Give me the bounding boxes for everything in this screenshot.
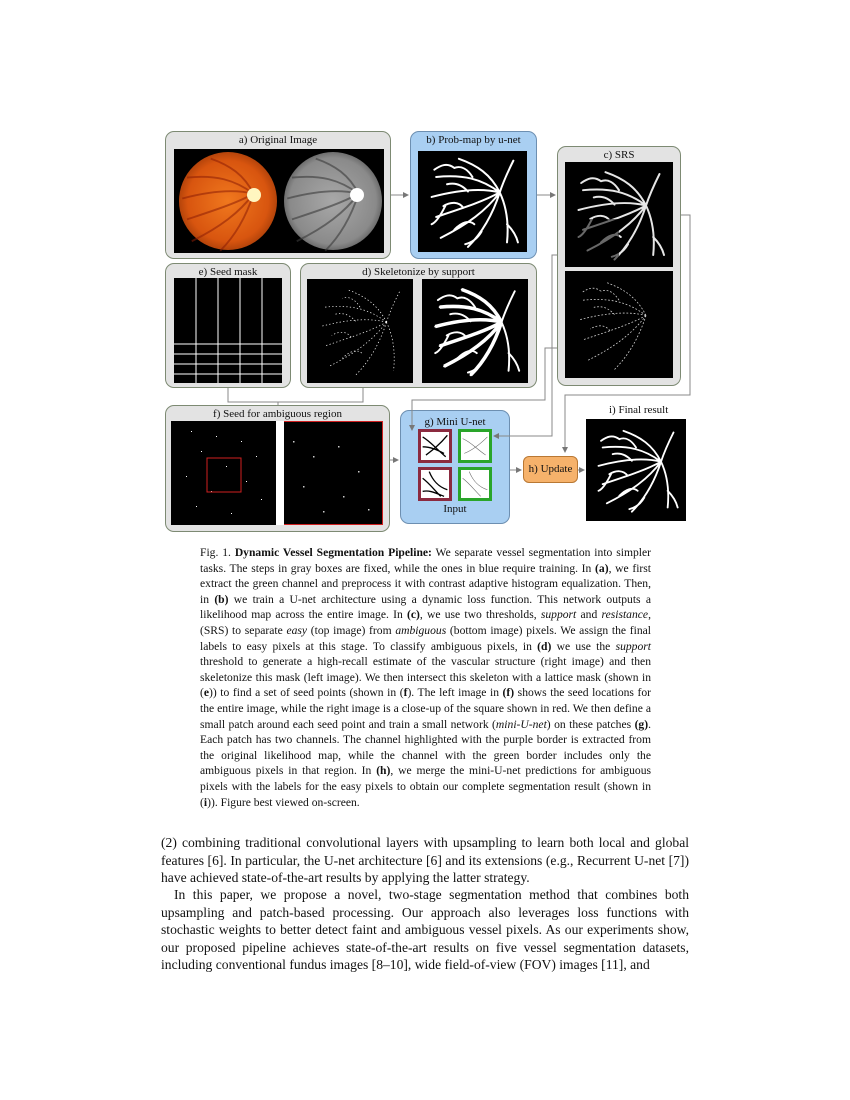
panel-g-box <box>400 410 510 524</box>
panel-g-title: g) Mini U-net <box>424 416 486 428</box>
final-result-image <box>586 419 686 521</box>
panel-g-input-label: Input <box>443 503 467 515</box>
patch-green-1 <box>458 429 492 463</box>
caption-label: Fig. 1. <box>200 546 231 559</box>
body-paragraph-2: In this paper, we propose a novel, two-stage segmentation method that combines both upsampling and patch-based processing. Our approach also leverages loss functions with stochastic weights to better detect faint and ambiguous vessel pixels. As our experiments show, our proposed pipeline achieves state-of-the-art results on five vessel segmentation datasets, including conventional fundus images [8–10], wide field-of-view (FOV) images [11], and <box>161 887 689 973</box>
update-box: h) Update <box>523 456 578 483</box>
skeleton-image <box>307 279 413 383</box>
figure-caption: Fig. 1. Dynamic Vessel Segmentation Pipeline: We separate vessel segmentation into simpler tasks. The steps in gray boxes are fixed, while the ones in blue require training. In (a), we first extract the green channel and preprocess it with contrast adaptive histogram equalization. Then, in (b) we train a U-net architecture using a dynamic loss function. This network outputs a likelihood map across the entire image. In (c), we use two thresholds, support and resistance, (SRS) to separate easy (top image) from ambiguous (bottom image) pixels. We assign the final labels to easy pixels at this stage. To classify ambiguous pixels, in (d) we use the support threshold to generate a high-recall estimate of the vascular structure (right image) and then skeletonize this mask (left image). We then intersect this skeleton with a lattice mask (shown in (e)) to find a set of seed points (shown in (f). The left image in (f) shows the seed locations for the entire image, while the right image is a close-up of the square shown in red. We then define a small patch around each seed point and train a small network (mini-U-net) on these patches (g). Each patch has two channels. The channel highlighted with the purple border is extracted from the original likelihood map, while the channel with the green border includes only the ambiguous pixels in that region. In (h), we merge the mini-U-net predictions for ambiguous pixels with the labels for the easy pixels to obtain our complete segmentation result (shown in (i)). Figure best viewed on-screen. <box>200 546 652 809</box>
patch-green-2 <box>458 467 492 501</box>
panel-b-title: b) Prob-map by u-net <box>426 134 521 146</box>
caption-title: Dynamic Vessel Segmentation Pipeline: <box>234 546 432 559</box>
prob-map-image <box>418 151 527 252</box>
seed-closeup-image <box>283 421 383 525</box>
patch-purple-2 <box>418 467 452 501</box>
panel-a-title: a) Original Image <box>238 134 318 146</box>
body-paragraph-1: (2) combining traditional convolutional layers with upsampling to learn both local and global features [6]. In particular, the U-net architecture [6] and its extensions (e.g., Recurrent U-net [7]) have achieved state-of-the-art results by applying the latter strategy. <box>161 835 689 886</box>
green-channel-image <box>281 149 384 253</box>
seed-mask-image <box>174 278 282 383</box>
srs-ambiguous-image <box>565 271 673 378</box>
panel-d-title: d) Skeletonize by support <box>362 266 475 278</box>
panel-f-title: f) Seed for ambiguous region <box>213 408 342 420</box>
seed-locations-image <box>171 421 278 525</box>
panel-e-title: e) Seed mask <box>198 266 258 278</box>
patch-purple-1 <box>418 429 452 463</box>
panel-i-title: i) Final result <box>609 404 669 416</box>
support-mask-image <box>422 279 528 383</box>
srs-easy-image <box>565 162 673 267</box>
panel-c-title: c) SRS <box>603 149 635 161</box>
closeup-divider <box>276 421 284 525</box>
original-fundus-image <box>174 149 281 253</box>
